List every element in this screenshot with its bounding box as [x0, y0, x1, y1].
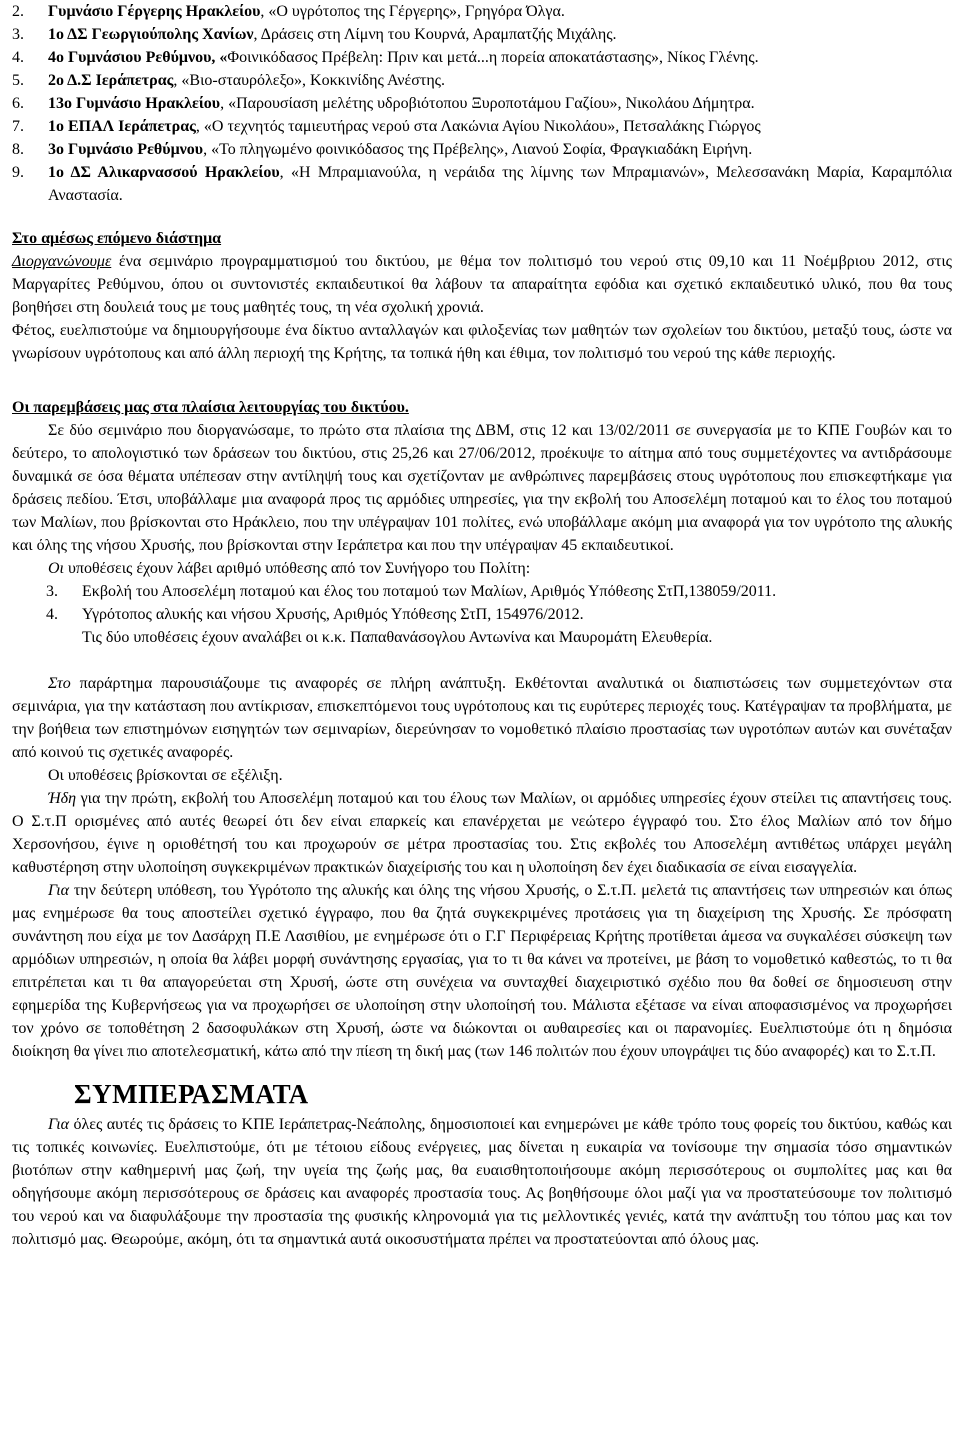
paragraph: [12, 672, 952, 764]
school-project: , «Ο τεχνητός ταμιευτήρας νερού στα Λακώνια Αγίου Νικολάου», Πετσαλάκης Γιώργος: [195, 118, 761, 135]
list-item: [12, 69, 952, 92]
paragraph: Οι υποθέσεις βρίσκονται σε εξέλιξη.: [48, 767, 283, 784]
paragraph: [12, 879, 952, 1063]
case-text: Υγρότοπος αλυκής και νήσου Χρυσής, Αριθμός Υπόθεσης ΣτΠ, 154976/2012.: [82, 606, 584, 623]
list-number: 5.: [12, 72, 24, 89]
school-name: 3ο Γυμνάσιο Ρεθύμνου: [48, 141, 204, 158]
paragraph: [12, 1113, 952, 1251]
school-name: Γυμνάσιο Γέργερης Ηρακλείου: [48, 3, 261, 20]
list-item: [12, 46, 952, 69]
list-item: [12, 161, 952, 207]
case-list: [12, 580, 952, 626]
school-project: , «Το πληγωμένο φοινικόδασος της Πρέβελης», Λιανού Σοφία, Φραγκιαδάκη Ειρήνη.: [203, 141, 753, 158]
paragraph-text: ένα σεμινάριο προγραμματισμού του δικτύου, με θέμα τον πολιτισμό του νερού στις 09,10 και 11 Νοέμβριου 2012, στις Μαργαρίτες Ρεθύμνου, όπου οι συντονιστές εκπαιδευτικοί θα λάβουν τα απαραίτητα εφόδια και σχετικό εκπαιδευτικό υλικό, που θα τους βοηθήσει στη δουλειά τους με τους μαθητές τους, τη νέα σχολική χρονιά.: [12, 253, 952, 316]
school-project: , Δράσεις στη Λίμνη του Κουρνά, Αραμπατζής Μιχάλης.: [253, 26, 617, 43]
list-item: [12, 580, 952, 603]
school-project: , «Η Μπραμιανούλα, η νεράιδα της λίμνης των Μπραμιανών», Μελεσσανάκη Μαρία, Καραμπόλια Αναστασία.: [48, 164, 953, 204]
school-project: , «Βιο-σταυρόλεξο», Κοκκινίδης Ανέστης.: [173, 72, 446, 89]
paragraph: [12, 557, 952, 580]
list-item: [12, 0, 952, 23]
school-name: 4ο Γυμνάσιου Ρεθύμνου, «: [48, 49, 228, 66]
lead-word: Στο: [48, 675, 71, 692]
section-heading-next: Στο αμέσως επόμενο διάστημα: [12, 230, 222, 247]
list-number: 4.: [46, 606, 58, 623]
lead-word: Οι: [48, 560, 64, 577]
list-number: 9.: [12, 164, 24, 181]
school-project: , «Παρουσίαση μελέτης υδροβιότοπου Ξυροποτάμου Γαζίου», Νικολάου Δήμητρα.: [220, 95, 755, 112]
paragraph-text: την δεύτερη υπόθεση, του Υγρότοπο της αλυκής και όλης της νήσου Χρυσής, ο Σ.τ.Π. μελετά τις απαντήσεις των υπηρεσιών και όπως μας ενημέρωσε θα τους αποστείλει σχετικό έγγραφο, που θα ζητά συγκεκριμένες προτάσεις για τη διαχείριση της Χρυσής. Σε πρόσφατη συνάντηση που είχα με τον Δασάρχη Π.Ε Λασιθίου, με ενημέρωσε ότι ο Γ.Γ Περιφέρειας Κρήτης προτίθεται άμεσα να συγκαλέσει σύσκεψη των αρμόδιων υπηρεσιών, η οποία θα λάβει μορφή συνάντησης εργασίας, για το τι θα κάνει να προτείνει, με βάση το νομοθετικό καθεστώς, το τι θα επιτρέπεται και τι θα απαγορεύεται στη Χρυσή, ώστε στη συνέχεια να συνταχθεί διαχειριστικό σχέδιο που θα δοθεί σε δημοσιευση στην εφημερίδα της Κυβερνήσεως για να προχωρήσει σε υλοποίηση στην υλοποίησή του. Μάλιστα εξέτασε να είναι αποφασισμένος να προχωρήσει τον χρόνο σε τοποθέτηση 2 δασοφυλάκων στη Χρυσή, ώστε να διώκονται οι αυθαιρεσίες και οι παρανομίες. Ευελπιστούμε ότι η δημόσια διοίκηση θα γίνει πιο αποτελεσματική, κάτω από την πίεση τη δική μας (των 146 πολιτών που έχουν υπογράψει τις δύο αναφορές) και το Σ.τ.Π.: [12, 882, 952, 1060]
paragraph-text: για την πρώτη, εκβολή του Αποσελέμη ποταμού και του έλους των Μαλίων, οι αρμόδιες υπηρεσίες έχουν στείλει τις απαντήσεις τους. Ο Σ.τ.Π ορισμένες από αυτές θεωρεί ότι δεν είναι επαρκείς και επανέρχεται με νεώτερο έγγραφό του. Στο έλος Μαλίων από τον δήμο Χερσονήσου, έγινε η οριοθέτησή του και προχωρούν σε μέτρα προστασίας του. Στις εκβολές του Αποσελέμη αντιθέτως υπάρχει μεγάλη καθυστέρηση στην υλοποίηση συγκεκριμένων πρακτικών διαχείρισής του και η υλοποίηση δεν έχει διαδικασία σε είναι εισαγγελία.: [12, 790, 952, 876]
case-note: Τις δύο υποθέσεις έχουν αναλάβει οι κ.κ. Παπαθανάσογλου Αντωνίνα και Μαυρομάτη Ελευθερία.: [82, 629, 713, 646]
school-name: 2ο Δ.Σ Ιεράπετρας: [48, 72, 174, 89]
paragraph-text: υποθέσεις έχουν λάβει αριθμό υπόθεσης από τον Συνήγορο του Πολίτη:: [64, 560, 531, 577]
list-item: [12, 92, 952, 115]
school-name: 1ο ΔΣ Αλικαρνασσού Ηρακλείου: [48, 164, 280, 181]
school-name: 1ο ΕΠΑΛ Ιεράπετρας: [48, 118, 196, 135]
paragraph: [12, 787, 952, 879]
list-number: 8.: [12, 141, 24, 158]
list-number: 3.: [12, 26, 24, 43]
paragraph-text: όλες αυτές τις δράσεις το ΚΠΕ Ιεράπετρας-Νεάπολης, δημοσιοποιεί και ενημερώνει με κάθε τρόπο τους φορείς του δικτύου, καθώς και τις τοπικές κοινωνίες. Ευελπιστούμε, ότι με τέτοιου είδους ενέργειες, μας δίνεται η ευκαιρία να τονίσουμε την σημασία τόσο σημαντικών βιοτόπων στην καθημερινή μας ζωή, την υγεία της ζωής μας, θα ευαισθητοποιήσουμε ακόμη περισσότερους οι συμπολίτες μας και θα οδηγήσουμε ακόμη περισσότερους σε δράσεις και αναφορές προστασία τους. Ας βοηθήσουμε όλοι μαζί για να προστατεύσουμε τον πολιτισμό του νερού και να διαφυλάξουμε την προστασία της φυσικής κληρονομιά για τις μελλοντικές γενιές, κατά την ανάπτυξη του τόπου μας και τον πολιτισμό μας. Θεωρούμε, ακόμη, ότι τα σημαντικά αυτά οικοσυστήματα πρέπει να προστατεύονται από όλους μας.: [12, 1116, 952, 1248]
paragraph: Σε δύο σεμινάριο που διοργανώσαμε, το πρώτο στα πλαίσια της ΔΒΜ, στις 12 και 13/02/2011 σε συνεργασία με το ΚΠΕ Γουβών και το δεύτερο, το απολογιστικό των δράσεων του δικτύου, στις 25,26 και 27/06/2012, προέκυψε το αίτημα από τους συμμετέχοντες να αντιδράσουμε δυναμικά σε όσα θέματα υπέπεσαν στην αντίληψή τους και σχετίζονταν με ανθρώπινες παρεμβάσεις στους υγρότοπους που επισκεφτήκαμε για δράσεις πεδίου. Έτσι, υποβάλλαμε μια αναφορά προς τις αρμόδιες υπηρεσίες, για την εκβολή του Αποσελέμη ποταμού και το έλος του ποταμού των Μαλίων, που βρίσκονται στο Ηράκλειο, που την υπέγραψαν 101 πολίτες, ενώ υποβάλλαμε ακόμη μια αναφορά για τον υγρότοπο της αλυκής και όλης της νήσου Χρυσής, που βρίσκονται στην Ιεράπετρα και που την υπέγραψαν 45 εκπαιδευτικοί.: [12, 422, 952, 554]
list-number: 4.: [12, 49, 24, 66]
list-item: [12, 138, 952, 161]
school-name: 13ο Γυμνάσιο Ηρακλείου: [48, 95, 221, 112]
lead-word: Διοργανώνουμε: [12, 253, 112, 270]
paragraph: Φέτος, ευελπιστούμε να δημιουργήσουμε ένα δίκτυο ανταλλαγών και φιλοξενίας των μαθητών των σχολείων του δικτύου, μεταξύ τους, ώστε να γνωρίσουν υγρότοπους και από άλλη περιοχή της Κρήτης, τα τοπικά ήθη και έθιμα, τον πολιτισμό του νερού της κάθε περιοχής.: [12, 322, 952, 362]
lead-word: Για: [48, 1116, 70, 1133]
case-text: Εκβολή του Αποσελέμη ποταμού και έλος του ποταμού των Μαλίων, Αριθμός Υπόθεσης ΣτΠ,138059/2011.: [82, 583, 777, 600]
list-number: 7.: [12, 118, 24, 135]
school-project: , «Ο υγρότοπος της Γέργερης», Γρηγόρα Όλγα.: [260, 3, 565, 20]
paragraph-text: παράρτημα παρουσιάζουμε τις αναφορές σε πλήρη ανάπτυξη. Εκθέτονται αναλυτικά οι διαπιστώσεις των συμμετεχόντων στα σεμινάρια, για την κατάσταση που αντίκρισαν, επισκεπτόμενοι τους υγρότοπους και τις ευρύτερες περιοχές τους. Κατέγραψαν τα προβλήματα, με την βοήθεια των επιστημόνων εισηγητών των σεμιναρίων, διερεύνησαν το νομοθετικό πλαίσιο προστασίας των υγροτόπων αυτών και συνέταξαν από κοινού τις σχετικές αναφορές.: [12, 675, 952, 761]
list-item: [12, 603, 952, 626]
school-name: 1ο ΔΣ Γεωργιούπολης Χανίων: [48, 26, 254, 43]
school-list: [12, 0, 952, 207]
conclusions-heading: ΣΥΜΠΕΡΑΣΜΑΤΑ: [74, 1079, 309, 1109]
lead-word: Για: [48, 882, 70, 899]
list-item: [12, 23, 952, 46]
list-item: [12, 115, 952, 138]
section-heading-interventions: Οι παρεμβάσεις μας στα πλαίσια λειτουργίας του δικτύου.: [12, 399, 409, 416]
paragraph: [12, 250, 952, 319]
school-project: Φοινικόδασος Πρέβελη: Πριν και μετά...η πορεία αποκατάστασης», Νίκος Γλένης.: [227, 49, 759, 66]
list-number: 3.: [46, 583, 58, 600]
list-number: 6.: [12, 95, 24, 112]
list-number: 2.: [12, 3, 24, 20]
lead-word: Ήδη: [48, 790, 77, 807]
